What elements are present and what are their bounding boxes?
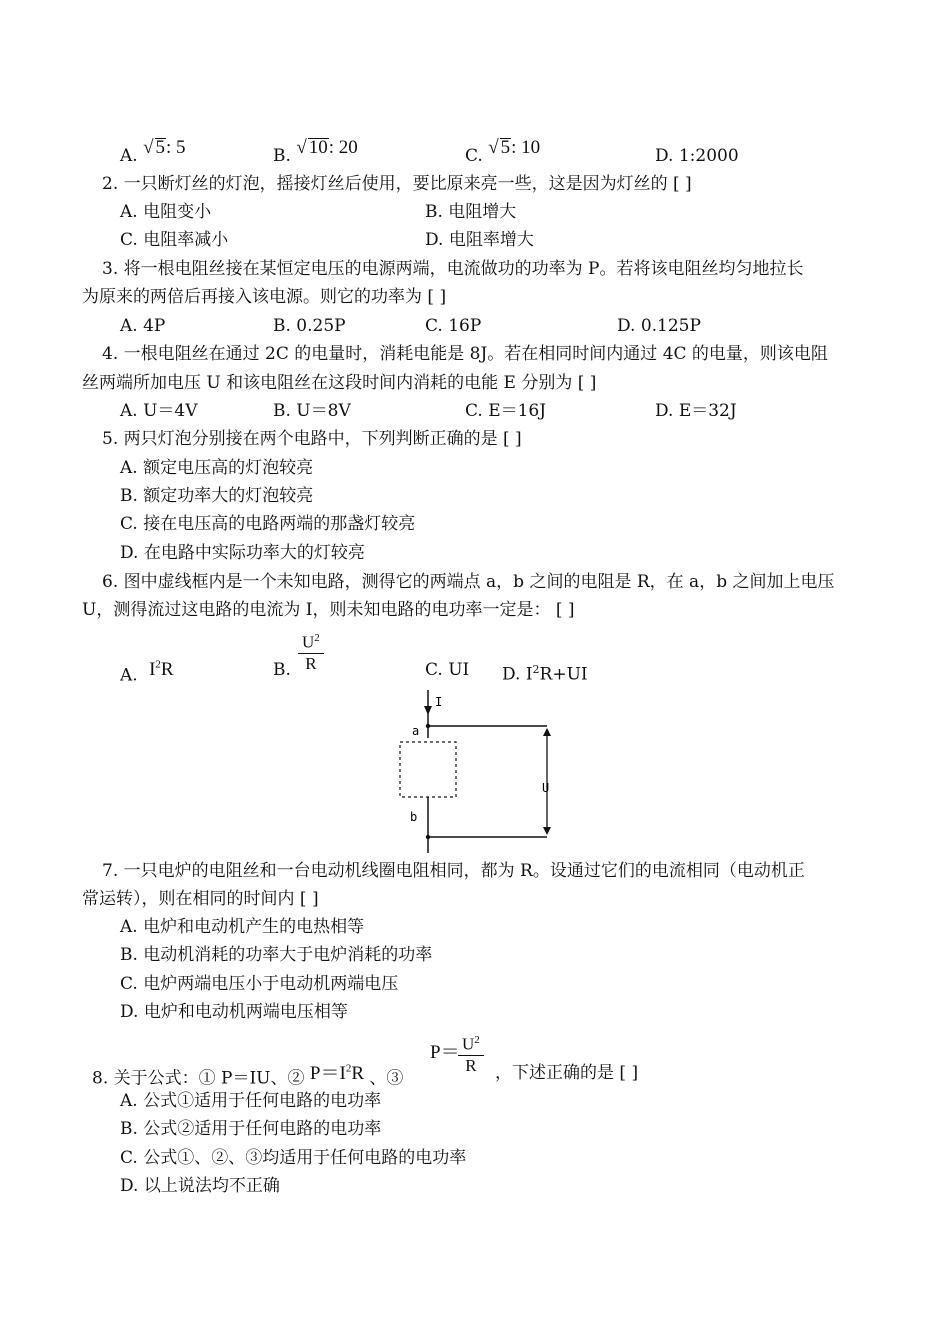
current-arrow-icon: [424, 706, 432, 715]
q2-option-d: D. 电阻率增大: [425, 230, 534, 250]
q2-stem: 2. 一只断灯丝的灯泡，摇接灯丝后使用，要比原来亮一些，这是因为灯丝的 [ ]: [102, 174, 692, 194]
q7-stem-line2: 常运转），则在相同的时间内 [ ]: [82, 889, 319, 909]
q2-option-b: B. 电阻增大: [425, 202, 517, 222]
q1-c-radicand: 5: [500, 137, 511, 158]
q2-option-a: A. 电阻变小: [120, 202, 212, 222]
q8-option-b: B. 公式②适用于任何电路的电功率: [120, 1119, 382, 1139]
q7-option-d: D. 电炉和电动机两端电压相等: [120, 1002, 348, 1022]
q3-stem-line2: 为原来的两倍后再接入该电源。则它的功率为 [ ]: [82, 287, 447, 307]
q6-option-b-fraction: $\frac{U^2}{R}$: [298, 628, 324, 674]
q6-circuit-diagram: [390, 688, 565, 853]
unknown-circuit-box: [400, 742, 456, 797]
q8-formula-3-lhs: P＝: [430, 1042, 460, 1063]
q8-formula-3-fraction: $\frac{U^2}{R}$: [458, 1030, 484, 1076]
q1-option-c: C. √ 5: 10: [465, 137, 541, 166]
q1-option-d: D. 1:2000: [655, 146, 739, 166]
q8-stem: 8. 关于公式：① P＝IU、② $P=I^2R$ 、③: [92, 1063, 404, 1089]
q1-b-radicand: 10: [308, 137, 328, 158]
q1-a-radicand: 5: [155, 137, 166, 158]
q4-option-d: D. E＝32J: [655, 401, 737, 421]
q5-option-d: D. 在电路中实际功率大的灯较亮: [120, 543, 365, 563]
q3-option-d: D. 0.125P: [617, 316, 701, 336]
q3-stem-line1: 3. 将一根电阻丝接在某恒定电压的电源两端，电流做功的功率为 P。若将该电阻丝均匀地拉长: [102, 259, 804, 279]
q5-option-c: C. 接在电压高的电路两端的那盏灯较亮: [120, 514, 416, 534]
node-b-label: b: [410, 810, 418, 824]
q3-option-c: C. 16P: [425, 316, 482, 336]
q5-option-b: B. 额定功率大的灯泡较亮: [120, 486, 314, 506]
q4-stem-line1: 4. 一根电阻丝在通过 2C 的电量时，消耗电能是 8J。若在相同时间内通过 4C 的电量，则该电阻: [102, 344, 828, 364]
q7-option-c: C. 电炉两端电压小于电动机两端电压: [120, 974, 399, 994]
q6-option-b-label: B.: [273, 660, 291, 680]
q8-option-a: A. 公式①适用于任何电路的电功率: [120, 1091, 382, 1111]
q7-option-a: A. 电炉和电动机产生的电热相等: [120, 917, 365, 937]
current-label: I: [435, 695, 443, 709]
q6-option-d: D. $I^2R+UI$: [502, 663, 588, 685]
q4-option-c: C. E＝16J: [465, 401, 547, 421]
q3-option-a: A. 4P: [120, 316, 166, 336]
q6-option-a: A. $I^2R$: [120, 659, 174, 686]
q8-formula-2: $P=I^2R$: [309, 1063, 365, 1085]
q8-stem-tail: ，下述正确的是 [ ]: [495, 1063, 639, 1083]
q1-option-b: B. √ 10: 20: [273, 137, 358, 166]
q7-option-b: B. 电动机消耗的功率大于电炉消耗的功率: [120, 945, 433, 965]
q6-stem-line2: U，测得流过这电路的电流为 I，则未知电路的电功率一定是： [ ]: [82, 600, 575, 620]
q4-option-b: B. U＝8V: [273, 401, 351, 421]
q8-option-c: C. 公式①、②、③均适用于任何电路的电功率: [120, 1148, 467, 1168]
q6-stem-line1: 6. 图中虚线框内是一个未知电路，测得它的两端点 a，b 之间的电阻是 R，在 a，b 之间加上电压: [102, 572, 835, 592]
q5-option-a: A. 额定电压高的灯泡较亮: [120, 458, 314, 478]
q1-option-a: A. √ 5: 5: [120, 137, 186, 166]
node-a-label: a: [412, 724, 420, 738]
q4-option-a: A. U＝4V: [120, 401, 198, 421]
q8-option-d: D. 以上说法均不正确: [120, 1176, 280, 1196]
q4-stem-line2: 丝两端所加电压 U 和该电阻丝在这段时间内消耗的电能 E 分别为 [ ]: [82, 373, 597, 393]
q7-stem-line1: 7. 一只电炉的电阻丝和一台电动机线圈电阻相同，都为 R。设通过它们的电流相同（电动机正: [102, 861, 805, 881]
voltage-arrow-up-icon: [543, 728, 551, 736]
voltage-label: U: [542, 781, 550, 795]
q6-option-c: C. UI: [425, 660, 470, 680]
q2-option-c: C. 电阻率减小: [120, 230, 229, 250]
q3-option-b: B. 0.25P: [273, 316, 346, 336]
q5-stem: 5. 两只灯泡分别接在两个电路中，下列判断正确的是 [ ]: [102, 429, 522, 449]
voltage-arrow-down-icon: [543, 827, 551, 835]
